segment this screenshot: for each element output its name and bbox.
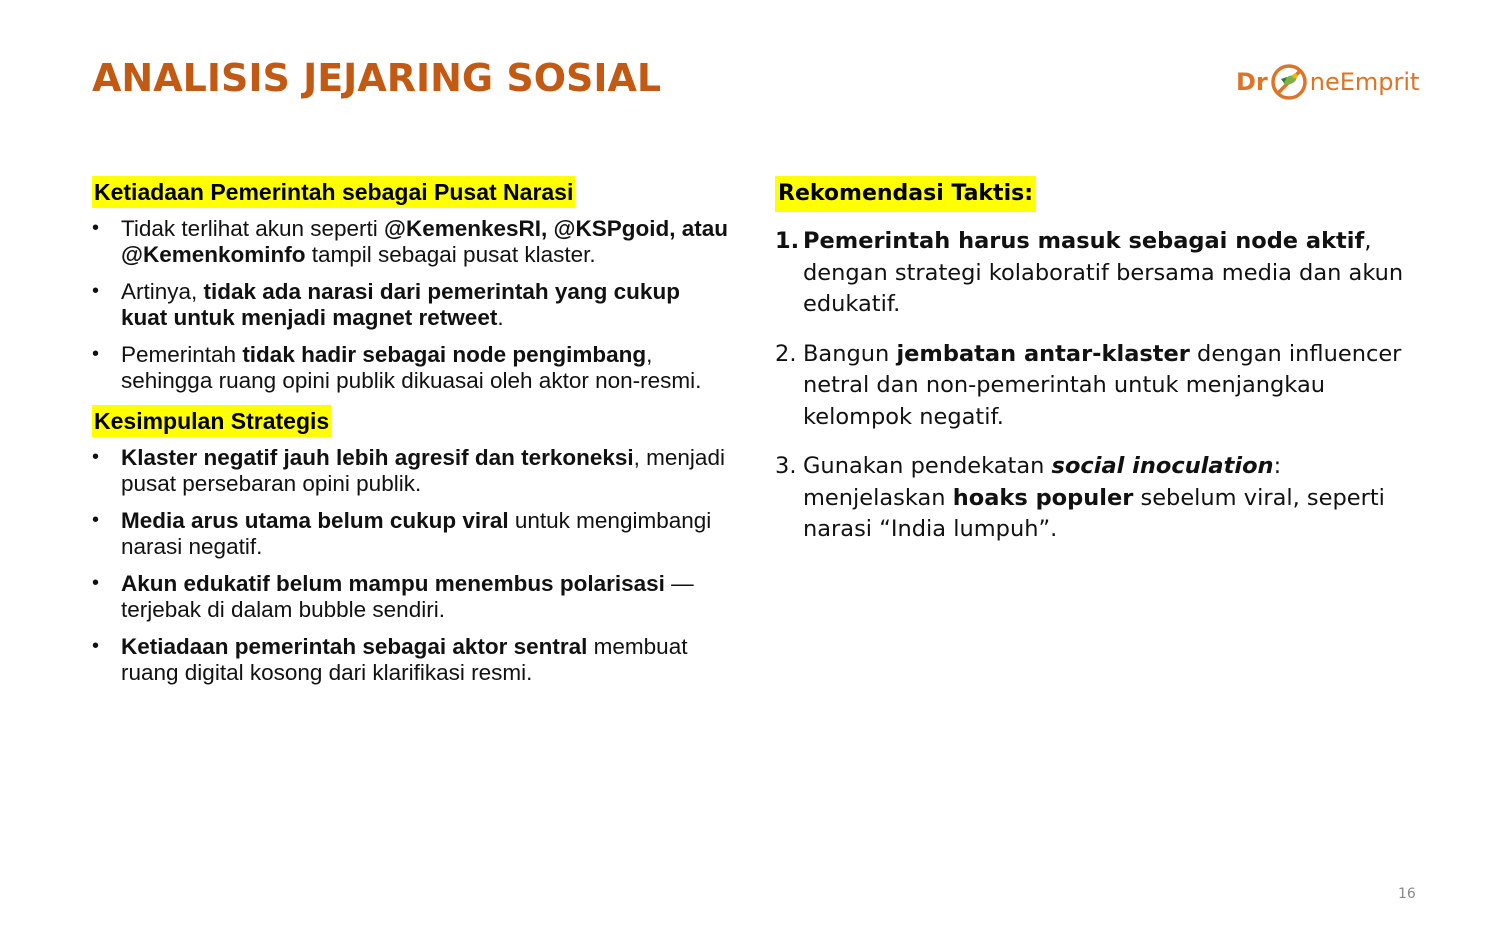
bullet-icon: • xyxy=(92,635,100,657)
bullet-text: . xyxy=(497,304,504,330)
droneemprit-logo xyxy=(1236,56,1446,108)
list-item xyxy=(775,451,1405,546)
list-item xyxy=(92,445,732,496)
bullet-bold-text: @KemenkesRI, @KSPgoid, atau @Kemenkominfo xyxy=(121,216,729,267)
item-text: dengan influencer netral dan non-pemerintah untuk menjangkau kelompok negatif. xyxy=(803,340,1402,430)
item-bold-italic-text: social inoculation xyxy=(1051,453,1274,479)
bullet-bold-text: tidak hadir sebagai node pengimbang xyxy=(242,342,647,367)
bullet-icon: • xyxy=(92,280,100,302)
list-item xyxy=(92,216,732,267)
item-text: Gunakan pendekatan xyxy=(803,453,1052,479)
list-item xyxy=(92,508,732,559)
bullet-icon: • xyxy=(92,446,100,468)
bullet-list-strategis xyxy=(92,445,732,685)
list-item xyxy=(775,339,1405,434)
item-text: Bangun xyxy=(803,340,897,367)
item-bold-text: Pemerintah harus masuk sebagai node aktif xyxy=(803,228,1365,254)
bird-logo-icon xyxy=(1269,62,1309,102)
bullet-text: membuat ruang digital kosong dari klarifikasi resmi. xyxy=(121,634,688,685)
bullet-bold-text: Klaster negatif jauh lebih agresif dan terkoneksi xyxy=(121,445,634,470)
numbered-list-rekomendasi xyxy=(775,226,1405,546)
right-column xyxy=(775,176,1405,564)
item-bold-text: jembatan antar-klaster xyxy=(896,340,1190,367)
bullet-bold-text: Ketiadaan pemerintah sebagai aktor sentral xyxy=(121,634,588,659)
bullet-text: , sehingga ruang opini publik dikuasai oleh aktor non-resmi. xyxy=(121,342,702,393)
bullet-text: untuk mengimbangi narasi negatif. xyxy=(121,508,712,559)
bullet-text: Tidak terlihat akun seperti xyxy=(121,216,385,241)
bullet-text: Pemerintah xyxy=(121,342,243,367)
bullet-text: tampil sebagai pusat klaster. xyxy=(305,241,596,267)
item-number: 3. xyxy=(775,453,797,479)
logo-text-left: Dr xyxy=(1236,68,1268,96)
section-heading-rekomendasi: Rekomendasi Taktis: xyxy=(775,176,1036,212)
list-item xyxy=(92,571,732,622)
item-text: sebelum viral, seperti narasi “India lumpuh”. xyxy=(803,484,1385,542)
bullet-text: — terjebak di dalam bubble sendiri. xyxy=(121,571,694,622)
bullet-text: , menjadi pusat persebaran opini publik. xyxy=(121,445,725,496)
bullet-bold-text: Media arus utama belum cukup viral xyxy=(121,508,509,533)
bullet-icon: • xyxy=(92,217,100,239)
list-item xyxy=(92,342,732,393)
bullet-list-narasi xyxy=(92,216,732,393)
item-number: 2. xyxy=(775,340,797,367)
section-heading-strategis: Kesimpulan Strategis xyxy=(92,405,331,437)
section-heading-narasi: Ketiadaan Pemerintah sebagai Pusat Narasi xyxy=(92,176,575,208)
list-item xyxy=(775,226,1405,321)
list-item xyxy=(92,279,732,330)
bullet-icon: • xyxy=(92,343,100,365)
left-column xyxy=(92,176,732,697)
item-number: 1. xyxy=(775,228,800,254)
bullet-icon: • xyxy=(92,509,100,531)
list-item xyxy=(92,634,732,685)
item-bold-text: hoaks populer xyxy=(952,484,1134,511)
bullet-icon: • xyxy=(92,572,100,594)
item-text: : menjelaskan xyxy=(803,453,1282,511)
bullet-bold-text: tidak ada narasi dari pemerintah yang cukup kuat untuk menjadi magnet retweet xyxy=(121,279,680,330)
bullet-text: Artinya, xyxy=(121,279,204,304)
slide-title: ANALISIS JEJARING SOSIAL xyxy=(92,56,662,100)
bullet-bold-text: Akun edukatif belum mampu menembus polarisasi xyxy=(121,571,665,596)
item-text: , dengan strategi kolaboratif bersama media dan akun edukatif. xyxy=(803,228,1404,317)
logo-text-right: neEmprit xyxy=(1309,68,1420,96)
page-number: 16 xyxy=(1398,886,1416,902)
